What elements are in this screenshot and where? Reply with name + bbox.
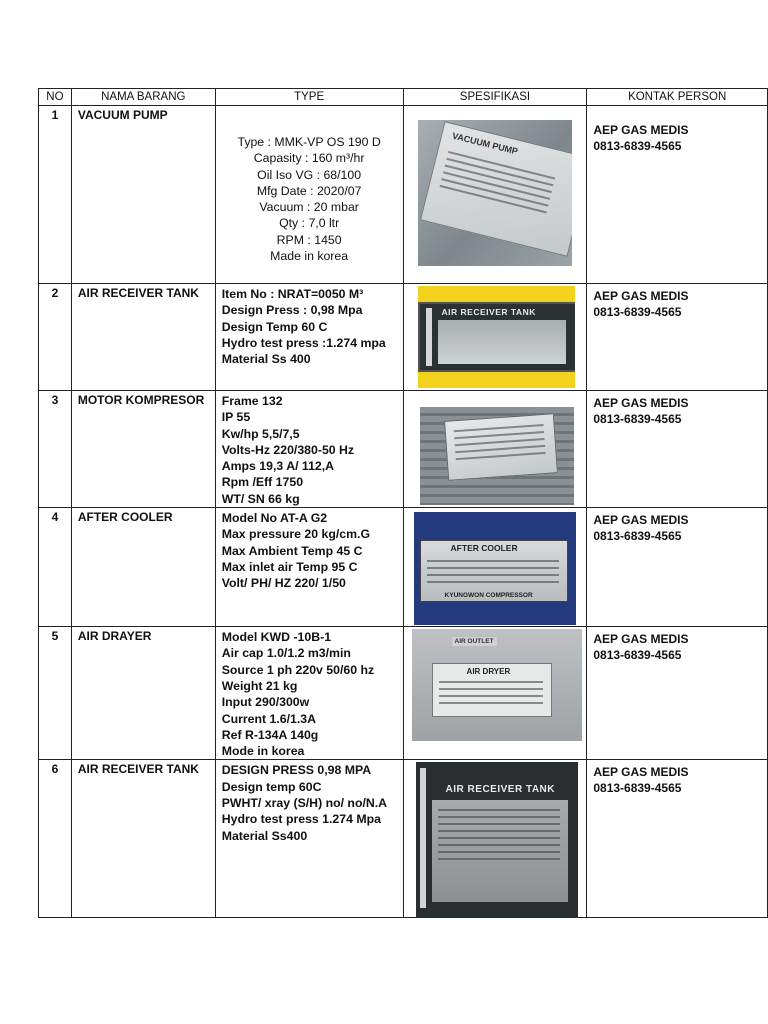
type-line: Type : MMK-VP OS 190 D bbox=[237, 135, 381, 149]
header-row bbox=[39, 89, 768, 106]
type-line: Mode in korea bbox=[221, 744, 305, 759]
type-cell bbox=[215, 391, 403, 508]
type-line: Qty : 7,0 ltr bbox=[279, 216, 340, 231]
row-number: 4 bbox=[39, 508, 72, 627]
type-line: Air cap 1.0/1.2 m3/min bbox=[221, 646, 351, 661]
type-line: Amps 19,3 A/ 112,A bbox=[221, 459, 335, 474]
spec-photo-cell bbox=[403, 760, 587, 918]
contact-cell bbox=[587, 284, 768, 391]
type-line: Frame 132 bbox=[221, 394, 283, 408]
type-line: Input 290/300w bbox=[221, 695, 310, 710]
type-line: DESIGN PRESS 0,98 MPA bbox=[221, 763, 372, 778]
type-line: Source 1 ph 220v 50/60 hz bbox=[221, 662, 375, 677]
type-line: Model KWD -10B-1 bbox=[221, 630, 332, 645]
plate-label: AIR RECEIVER TANK bbox=[445, 784, 555, 796]
plate-sublabel: KYUNGWON COMPRESSOR bbox=[444, 592, 533, 600]
header-spec: SPESIFIKASI bbox=[403, 89, 587, 106]
contact-phone: 0813-6839-4565 bbox=[593, 781, 682, 796]
type-line: Volts-Hz 220/380-50 Hz bbox=[221, 442, 355, 457]
nameplate-photo bbox=[418, 286, 575, 388]
type-cell bbox=[215, 760, 403, 918]
nameplate-photo bbox=[412, 629, 582, 741]
table-row bbox=[39, 508, 768, 627]
type-line: Weight 21 kg bbox=[221, 678, 298, 693]
table-row bbox=[39, 106, 768, 284]
type-line: IP 55 bbox=[221, 410, 251, 425]
table-row bbox=[39, 627, 768, 760]
table-row bbox=[39, 391, 768, 508]
spec-photo-cell bbox=[403, 508, 587, 627]
type-line: Made in korea bbox=[270, 249, 349, 264]
item-name: AFTER COOLER bbox=[71, 508, 215, 627]
plate-label: AIR DRYER bbox=[466, 667, 511, 677]
contact-phone: 0813-6839-4565 bbox=[593, 305, 682, 319]
item-name: MOTOR KOMPRESOR bbox=[71, 391, 215, 508]
equipment-table bbox=[38, 88, 768, 918]
nameplate-photo bbox=[414, 512, 576, 625]
contact-cell bbox=[587, 508, 768, 627]
contact-phone: 0813-6839-4565 bbox=[593, 648, 682, 663]
type-line: RPM : 1450 bbox=[276, 232, 342, 247]
contact-phone: 0813-6839-4565 bbox=[593, 529, 682, 544]
header-type: TYPE bbox=[215, 89, 403, 106]
plate-sublabel: AIR OUTLET bbox=[452, 637, 497, 646]
row-number: 1 bbox=[39, 106, 72, 284]
contact-company: AEP GAS MEDIS bbox=[593, 396, 689, 410]
contact-company: AEP GAS MEDIS bbox=[593, 513, 689, 528]
spec-photo-cell bbox=[403, 106, 587, 284]
type-line: Vacuum : 20 mbar bbox=[259, 200, 359, 215]
contact-phone: 0813-6839-4565 bbox=[593, 139, 682, 153]
type-line: Max inlet air Temp 95 C bbox=[221, 559, 358, 574]
type-line: Material Ss400 bbox=[221, 828, 308, 843]
type-line: Capasity : 160 m³/hr bbox=[253, 151, 365, 166]
item-name: AIR RECEIVER TANK bbox=[71, 284, 215, 391]
row-number: 2 bbox=[39, 284, 72, 391]
type-cell bbox=[215, 106, 403, 284]
type-line: Rpm /Eff 1750 bbox=[221, 475, 304, 490]
table-row bbox=[39, 284, 768, 391]
type-line: Model No AT-A G2 bbox=[221, 511, 328, 526]
row-number: 5 bbox=[39, 627, 72, 760]
header-name: NAMA BARANG bbox=[71, 89, 215, 106]
nameplate-photo bbox=[418, 120, 572, 266]
type-line: Material Ss 400 bbox=[221, 352, 311, 367]
plate-label: AIR RECEIVER TANK bbox=[441, 307, 536, 317]
type-cell bbox=[215, 627, 403, 760]
contact-cell bbox=[587, 106, 768, 284]
type-line: Max Ambient Temp 45 C bbox=[221, 543, 363, 558]
type-line: Item No : NRAT=0050 M³ bbox=[221, 287, 364, 301]
header-no: NO bbox=[39, 89, 72, 106]
item-name: VACUUM PUMP bbox=[71, 106, 215, 284]
nameplate-photo bbox=[416, 762, 578, 918]
item-name: AIR DRAYER bbox=[71, 627, 215, 760]
type-line: Hydro test press 1.274 Mpa bbox=[221, 812, 381, 827]
spec-photo-cell bbox=[403, 284, 587, 391]
type-line: Volt/ PH/ HZ 220/ 1/50 bbox=[221, 576, 346, 591]
table-row bbox=[39, 760, 768, 918]
contact-company: AEP GAS MEDIS bbox=[593, 632, 689, 647]
type-line: Mfg Date : 2020/07 bbox=[256, 183, 362, 198]
item-name: AIR RECEIVER TANK bbox=[71, 760, 215, 918]
header-contact: KONTAK PERSON bbox=[587, 89, 768, 106]
type-line: WT/ SN 66 kg bbox=[221, 491, 300, 506]
type-line: Oil Iso VG : 68/100 bbox=[257, 167, 362, 182]
spec-photo-cell bbox=[403, 391, 587, 508]
type-line: Hydro test press :1.274 mpa bbox=[221, 335, 386, 350]
contact-company: AEP GAS MEDIS bbox=[593, 289, 689, 303]
row-number: 6 bbox=[39, 760, 72, 918]
spec-photo-cell bbox=[403, 627, 587, 760]
type-line: Ref R-134A 140g bbox=[221, 727, 319, 742]
type-cell bbox=[215, 284, 403, 391]
type-cell bbox=[215, 508, 403, 627]
nameplate-photo bbox=[420, 407, 574, 505]
contact-cell bbox=[587, 391, 768, 508]
type-line: Design Temp 60 C bbox=[221, 319, 328, 334]
contact-company: AEP GAS MEDIS bbox=[593, 765, 689, 780]
contact-cell bbox=[587, 627, 768, 760]
contact-company: AEP GAS MEDIS bbox=[593, 123, 689, 137]
row-number: 3 bbox=[39, 391, 72, 508]
type-line: PWHT/ xray (S/H) no/ no/N.A bbox=[221, 796, 388, 811]
contact-phone: 0813-6839-4565 bbox=[593, 412, 682, 426]
plate-label: VACUUM PUMP bbox=[450, 130, 519, 157]
type-line: Max pressure 20 kg/cm.G bbox=[221, 527, 371, 542]
type-line: Design temp 60C bbox=[221, 779, 322, 794]
contact-cell bbox=[587, 760, 768, 918]
type-line: Current 1.6/1.3A bbox=[221, 711, 317, 726]
plate-label: AFTER COOLER bbox=[450, 543, 518, 554]
type-line: Kw/hp 5,5/7,5 bbox=[221, 426, 300, 441]
type-line: Design Press : 0,98 Mpa bbox=[221, 303, 363, 318]
